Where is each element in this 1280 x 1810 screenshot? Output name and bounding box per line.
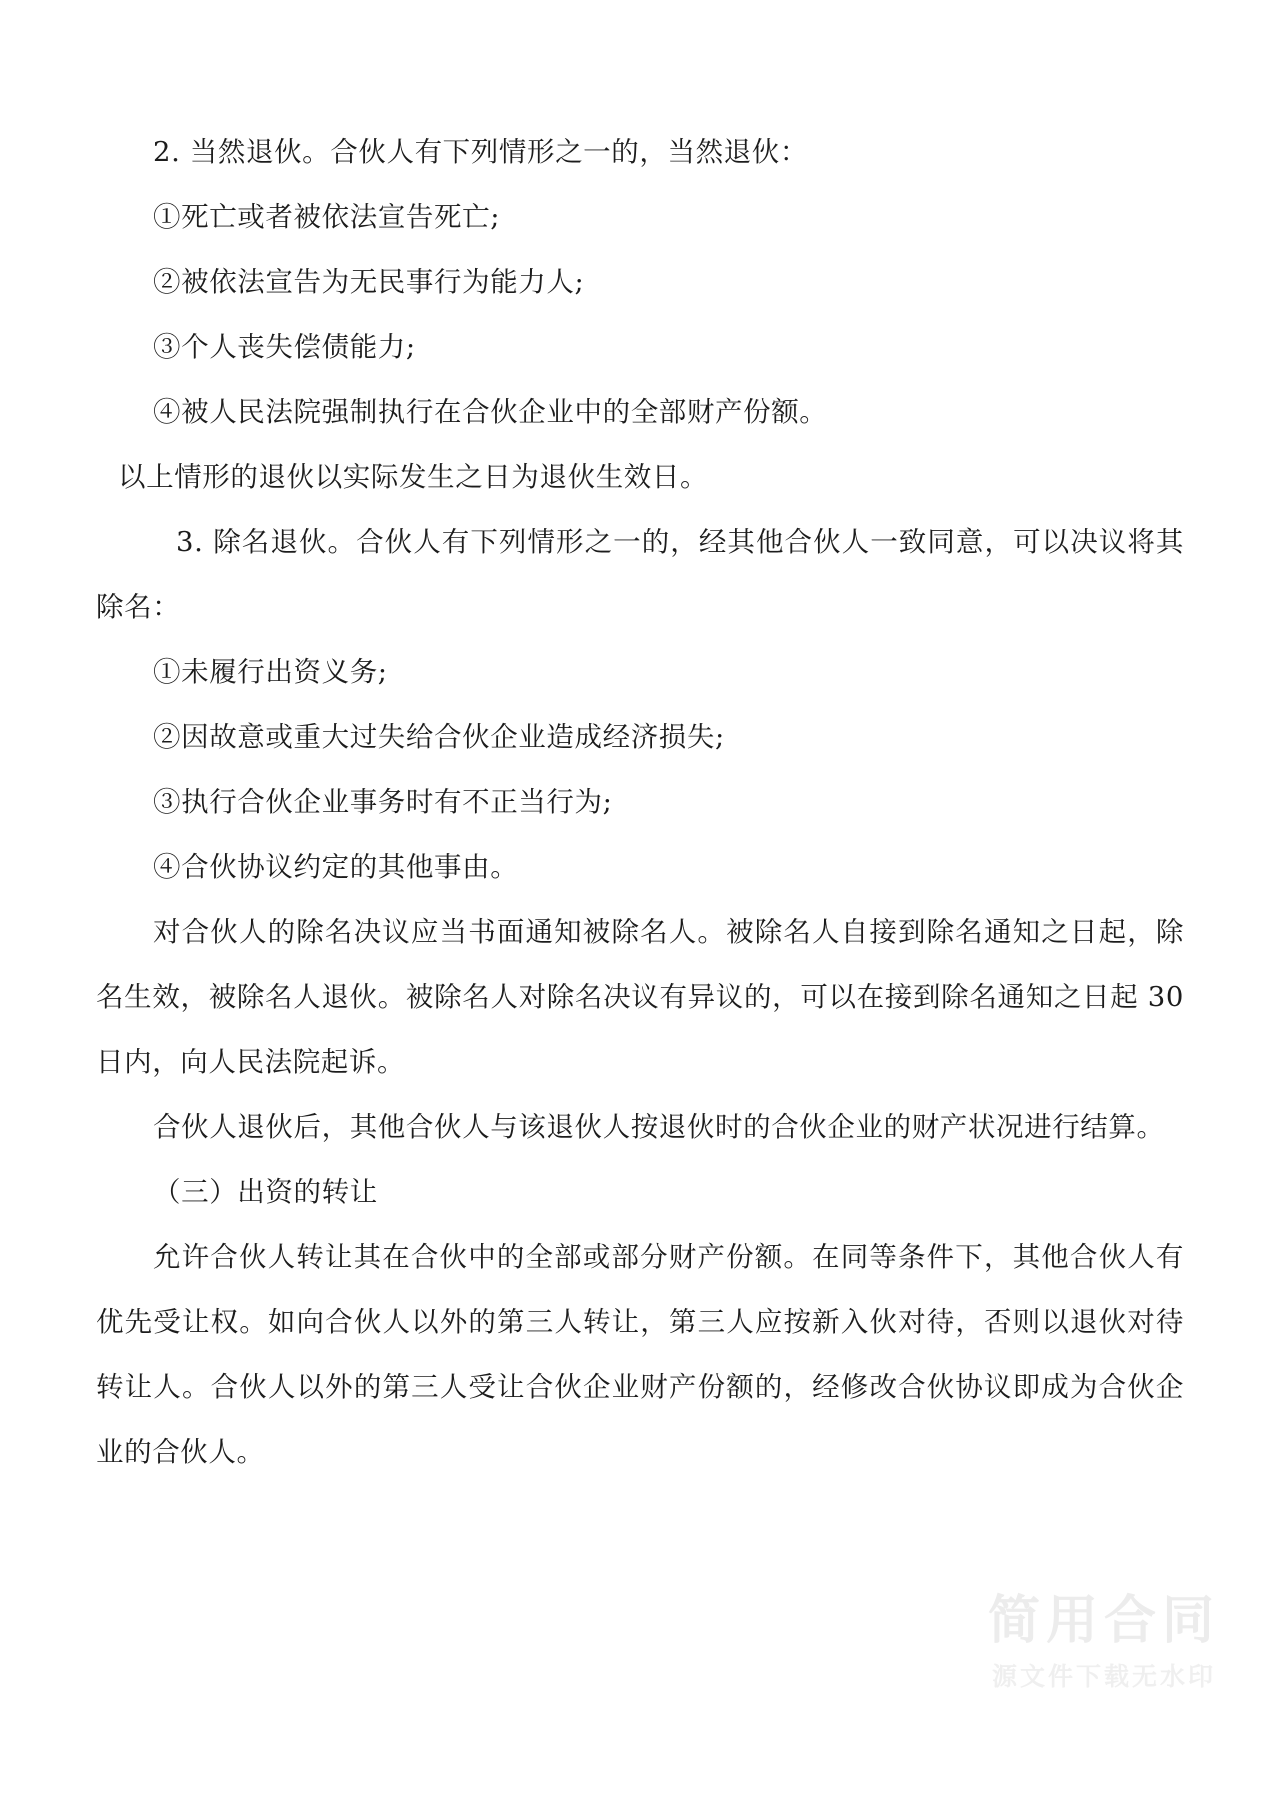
list-item-circled-1: ①死亡或者被依法宣告死亡; bbox=[153, 201, 501, 233]
list-item-circled-3: ③个人丧失偿债能力; bbox=[153, 331, 416, 363]
list-item-circled-4: ④被人民法院强制执行在合伙企业中的全部财产份额。 bbox=[153, 396, 828, 428]
paragraph-effective-date: 以上情形的退伙以实际发生之日为退伙生效日。 bbox=[118, 461, 709, 493]
list-item-expel-circled-2: ②因故意或重大过失给合伙企业造成经济损失; bbox=[153, 721, 725, 753]
list-item-expel-circled-1: ①未履行出资义务; bbox=[153, 656, 388, 688]
section-heading-capital-transfer: （三）出资的转让 bbox=[153, 1176, 378, 1208]
paragraph-clause-3-heading: 3. 除名退伙。合伙人有下列情形之一的，经其他合伙人一致同意，可以决议将其除名： bbox=[96, 526, 1184, 623]
watermark-subtitle-text: 源文件下载无水印 bbox=[991, 1662, 1216, 1691]
list-item-expel-circled-4: ④合伙协议约定的其他事由。 bbox=[153, 851, 519, 883]
paragraph-clause-2-heading: 2. 当然退伙。合伙人有下列情形之一的，当然退伙： bbox=[153, 136, 808, 168]
list-item-expel-circled-3: ③执行合伙企业事务时有不正当行为; bbox=[153, 786, 613, 818]
list-item-circled-2: ②被依法宣告为无民事行为能力人; bbox=[153, 266, 585, 298]
watermark bbox=[988, 1592, 1220, 1692]
paragraph-capital-transfer: 允许合伙人转让其在合伙中的全部或部分财产份额。在同等条件下，其他合伙人有优先受让权。如向合伙人以外的第三人转让，第三人应按新入伙对待，否则以退伙对待转让人。合伙人以外的第三人受让合伙企业财产份额的，经修改合伙协议即成为合伙企业的合伙人。 bbox=[96, 1241, 1184, 1468]
paragraph-settlement: 合伙人退伙后，其他合伙人与该退伙人按退伙时的合伙企业的财产状况进行结算。 bbox=[153, 1111, 1165, 1143]
watermark-brand-text: 简用合同 bbox=[987, 1591, 1220, 1652]
paragraph-expulsion-notice: 对合伙人的除名决议应当书面通知被除名人。被除名人自接到除名通知之日起，除名生效，被除名人退伙。被除名人对除名决议有异议的，可以在接到除名通知之日起 30 日内，向人民法院起诉。 bbox=[96, 916, 1184, 1078]
